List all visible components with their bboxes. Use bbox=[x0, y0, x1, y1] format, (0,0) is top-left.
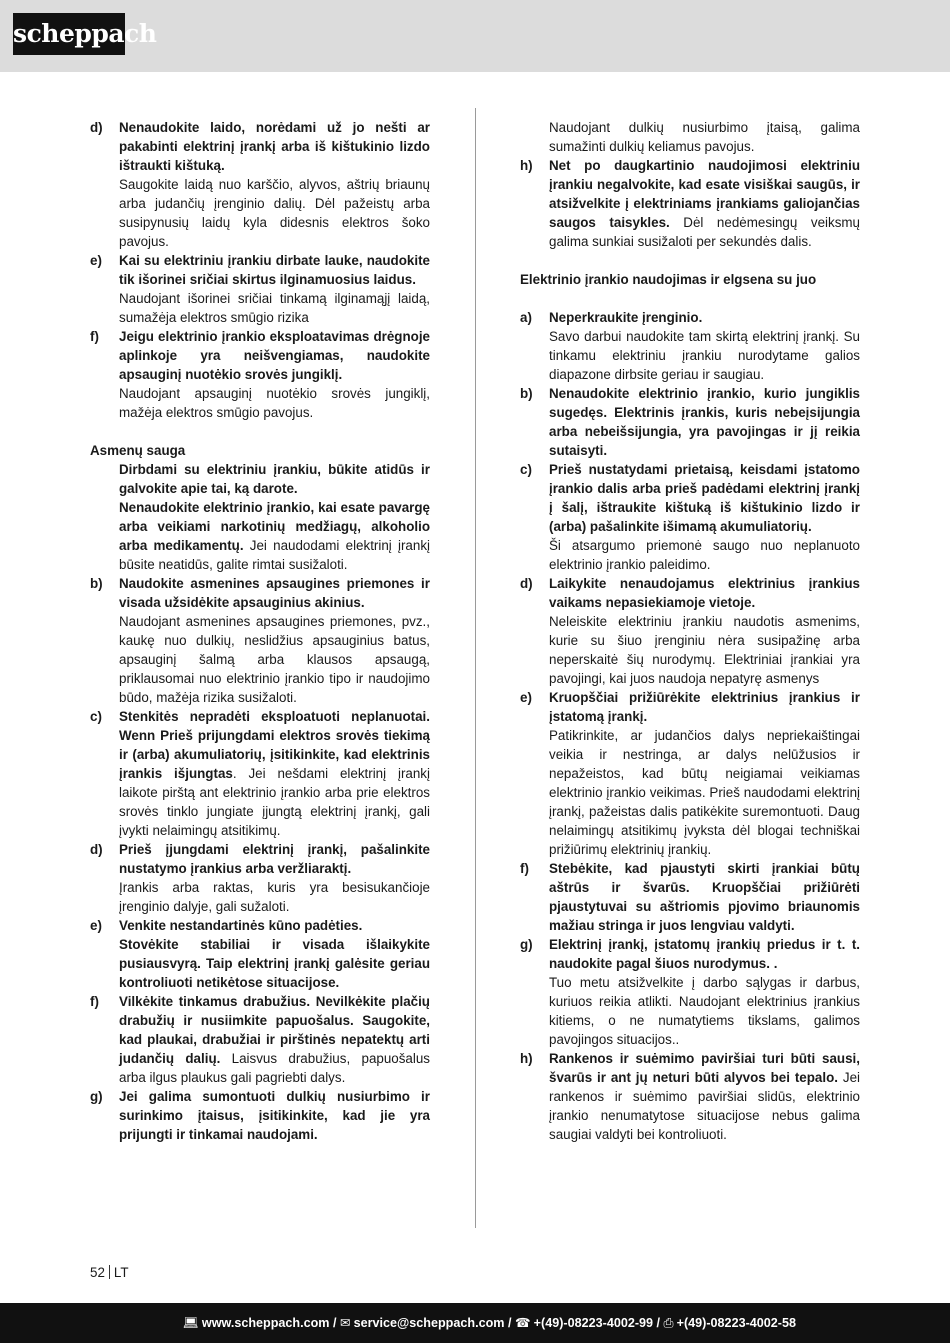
item-label: b) bbox=[520, 386, 533, 401]
item-text: Naudojant dulkių nusiurbimo įtaisą, galima sumažinti dulkių keliamus pavojus. bbox=[549, 120, 860, 154]
page-number-value: 52 bbox=[90, 1265, 105, 1280]
list-item bbox=[520, 118, 860, 156]
item-heading: Prieš nustatydami prietaisą, keisdami įstatomo įrankio dalis arba prieš padėdami elektrinį įrankį į šalį, ištraukite kištuką iš kištukinio lizdo ir (arba) pašalinkite išimamą akumuliatorių. bbox=[549, 462, 860, 534]
item-heading: Jei galima sumontuoti dulkių nusiurbimo ir surinkimo įtaisus, įsitikinkite, kad jie yra prijungti ir tinkamai naudojami. bbox=[119, 1089, 430, 1142]
footer-phone: +(49)-08223-4002-99 / bbox=[533, 1316, 661, 1330]
item-text: Neleiskite elektriniu įrankiu naudotis asmenims, kurie su šiuo įrenginiu nėra susipažinę arba neperskaitė šių nurodymų. Elektriniai įrankiai yra pavojingi, kai juos naudoja nepatyrę asmenys bbox=[549, 614, 860, 686]
item-heading: Prieš įjungdami elektrinį įrankį, pašalinkite nustatymo įrankius arba veržliaraktį. bbox=[119, 842, 430, 876]
item-heading: Nenaudokite elektrinio įrankio, kai esate pavargę arba veikiami narkotinių medžiagų, alkoholio arba medikamentų. bbox=[119, 500, 430, 553]
item-text: Naudojant išorinei sričiai tinkamą ilginamąjį laidą, sumažėja elektros smūgio rizika bbox=[119, 291, 430, 325]
item-heading: Jeigu elektrinio įrankio eksploatavimas drėgnoje aplinkoje yra neišvengiamas, naudokite apsauginį nuotėkio srovės jungiklį. bbox=[119, 329, 430, 382]
item-label: g) bbox=[90, 1089, 103, 1104]
item-heading: Venkite nestandartinės kūno padėties. bbox=[119, 918, 363, 933]
list-item bbox=[90, 992, 430, 1087]
item-text: Jei naudodami elektrinį įrankį būsite neatidūs, galite rimtai susižaloti. bbox=[119, 538, 430, 572]
item-heading: Stovėkite stabiliai ir visada išlaikykite pusiausvyrą. Taip elektrinį įrankį galėsite geriau kontroliuoti netikėtose situacijose. bbox=[119, 937, 430, 990]
item-heading: Dirbdami su elektriniu įrankiu, būkite atidūs ir galvokite apie tai, ką darote. bbox=[119, 462, 430, 496]
mail-icon: ✉︎ bbox=[340, 1316, 351, 1330]
item-label: c) bbox=[90, 709, 102, 724]
list-item bbox=[90, 460, 430, 574]
item-text: Jei rankenos ir suėmimo paviršiai slidūs, elektrinio įrankio nenumatytose situacijose nebus galima saugiai valdyti bei kontroliuoti. bbox=[549, 1070, 860, 1142]
item-heading: Elektrinį įrankį, įstatomų įrankių priedus ir t. t. naudokite pagal šiuos nurodymus. . bbox=[549, 937, 860, 971]
column-divider bbox=[475, 108, 476, 1228]
item-label: f) bbox=[90, 329, 99, 344]
item-heading: Kai su elektriniu įrankiu dirbate lauke, naudokite tik išorinei sričiai skirtus ilginamuosius laidus. bbox=[119, 253, 430, 287]
item-label: d) bbox=[90, 842, 103, 857]
section-title: Asmenų sauga bbox=[90, 443, 186, 458]
item-heading: Nenaudokite laido, norėdami už jo nešti ar pakabinti elektrinį įrankį arba iš kištukinio lizdo ištraukti kištuką. bbox=[119, 120, 430, 173]
page-number bbox=[90, 1263, 129, 1282]
list-item bbox=[90, 916, 430, 992]
list-item bbox=[90, 327, 430, 422]
list-item bbox=[90, 118, 430, 251]
item-heading: Rankenos ir suėmimo paviršiai turi būti sausi, švarūs ir ant jų neturi būti alyvos bei tepalo. bbox=[549, 1051, 860, 1085]
item-label: d) bbox=[520, 576, 533, 591]
footer-website[interactable]: www.scheppach.com / bbox=[201, 1316, 337, 1330]
item-heading: Laikykite nenaudojamus elektrinius įrankius vaikams nepasiekiamoje vietoje. bbox=[549, 576, 860, 610]
item-text: Dėl nedėmesingų veiksmų galima sunkiai susižaloti per sekundės dalis. bbox=[549, 215, 860, 249]
item-heading: Net po daugkartinio naudojimosi elektriniu įrankiu negalvokite, kad esate visiškai saugūs, ir atsižvelkite į elektriniams įrankiams galiojančias saugos taisykles. bbox=[549, 158, 860, 230]
page-footer bbox=[0, 1303, 950, 1343]
item-label: e) bbox=[90, 253, 102, 268]
item-label: e) bbox=[520, 690, 532, 705]
item-text: Savo darbui naudokite tam skirtą elektrinį įrankį. Su tinkamu elektriniu įrankiu nurodytame galios diapazone dirbsite geriau ir saugiau. bbox=[549, 329, 860, 382]
list-item bbox=[520, 859, 860, 935]
item-label: h) bbox=[520, 1051, 533, 1066]
list-item bbox=[90, 1087, 430, 1144]
page-number-separator bbox=[109, 1265, 110, 1279]
item-heading: Neperkraukite įrenginio. bbox=[549, 310, 703, 325]
item-text: Ši atsargumo priemonė saugo nuo neplanuoto elektrinio įrankio paleidimo. bbox=[549, 538, 860, 572]
item-heading: Kruopščiai prižiūrėkite elektrinius įrankius ir įstatomą įrankį. bbox=[549, 690, 860, 724]
brand-logo: scheppach bbox=[13, 13, 125, 55]
item-text: Naudojant apsauginį nuotėkio srovės jungiklį, mažėja elektros smūgio pavojus. bbox=[119, 386, 430, 420]
list-item bbox=[520, 935, 860, 1049]
list-item bbox=[520, 460, 860, 574]
computer-icon: 💻︎ bbox=[182, 1316, 199, 1330]
item-heading: Vilkėkite tinkamus drabužius. Nevilkėkite plačių drabužių ir nusiimkite papuošalus. Saugokite, kad plaukai, drabužiai ir pirštinės nepatektų arti judančių dalių. bbox=[119, 994, 430, 1066]
list-item bbox=[90, 840, 430, 916]
section-title: Elektrinio įrankio naudojimas ir elgsena su juo bbox=[520, 272, 817, 287]
item-text: Laisvus drabužius, papuošalus arba ilgus plaukus gali pagriebti dalys. bbox=[119, 1051, 430, 1085]
list-item bbox=[520, 1049, 860, 1144]
item-label: f) bbox=[520, 861, 529, 876]
item-text: Tuo metu atsižvelkite į darbo sąlygas ir darbus, kuriuos reikia atlikti. Naudojant elektrinius įrankius kitiems, o ne numatytiems tikslams, galimos pavojingos situacijos.. bbox=[549, 975, 860, 1047]
item-label: a) bbox=[520, 310, 532, 325]
item-label: d) bbox=[90, 120, 103, 135]
list-item bbox=[520, 574, 860, 688]
item-heading: Stebėkite, kad pjaustyti skirti įrankiai būtų aštrūs ir švarūs. Kruopščiai prižiūrėti pjaustytuvai su aštriomis pjovimo briaunomis mažiau stringa ir juos lengviau valdyti. bbox=[549, 861, 860, 933]
list-item bbox=[90, 251, 430, 327]
item-label: g) bbox=[520, 937, 533, 952]
item-text: Įrankis arba raktas, kuris yra besisukančioje įrenginio dalyje, gali sužaloti. bbox=[119, 880, 430, 914]
item-text: Naudojant asmenines apsaugines priemones, pvz., kaukę nuo dulkių, neslidžius apsauginius batus, apsauginį šalmą arba klausos apsaugą, priklausomai nuo elektrinio įrankio tipo ir naudojimo būdo, mažėja rizika susižaloti. bbox=[119, 614, 430, 705]
item-label: c) bbox=[520, 462, 532, 477]
item-heading: Naudokite asmenines apsaugines priemones ir visada užsidėkite apsauginius akinius. bbox=[119, 576, 430, 610]
item-label: f) bbox=[90, 994, 99, 1009]
phone-icon: ☎︎ bbox=[514, 1316, 531, 1330]
fax-icon: ⎙ bbox=[663, 1316, 674, 1330]
item-text: Saugokite laidą nuo karščio, alyvos, aštrių briaunų arba judančių įrenginio dalių. Dėl pažeistų arba susipynusių laidų kyla didesnis elektros šoko pavojus. bbox=[119, 177, 430, 249]
right-column bbox=[520, 118, 860, 1144]
list-item bbox=[90, 574, 430, 707]
list-item bbox=[90, 707, 430, 840]
item-label: e) bbox=[90, 918, 102, 933]
item-label: b) bbox=[90, 576, 103, 591]
item-heading: Nenaudokite elektrinio įrankio, kurio jungiklis sugedęs. Elektrinis įrankis, kuris nebeįsijungia arba nebeišsijungia, yra pavojingas ir jį reikia sutaisyti. bbox=[549, 386, 860, 458]
list-item bbox=[520, 384, 860, 460]
list-item bbox=[520, 688, 860, 859]
page-header bbox=[0, 0, 950, 72]
item-text: . Jei nešdami elektrinį įrankį laikote pirštą ant elektrinio įrankio arba prie elektros srovės tinklo jungiate įjungtą elektrinį įrankį, gali įvykti nelaimingų atsitikimų. bbox=[119, 766, 430, 838]
item-heading: Stenkitės nepradėti eksploatuoti neplanuotai. Wenn Prieš prijungdami elektros srovės tiekimą ir (arba) akumuliatorių, įsitikinkite, kad elektrinis įrankis išjungtas bbox=[119, 709, 430, 781]
item-text: Patikrinkite, ar judančios dalys nepriekaištingai veikia ir nestringa, ar dalys nelūžusios ir nepažeistos, kad būtų neigiamai veikiamas elektrinio įrankio veikimas. Prieš naudodami elektrinį įrankį, pažeistas dalis patikėkite suremontuoti. Daug nelaimingų atsitikimų įvyksta dėl blogai techniškai prižiūrimų elektrinių įrankių. bbox=[549, 728, 860, 857]
item-label: h) bbox=[520, 158, 533, 173]
footer-fax: +(49)-08223-4002-58 bbox=[676, 1316, 796, 1330]
footer-email[interactable]: service@scheppach.com / bbox=[353, 1316, 512, 1330]
language-code: LT bbox=[113, 1265, 129, 1280]
list-item bbox=[520, 308, 860, 384]
left-column bbox=[90, 118, 430, 1144]
list-item bbox=[520, 156, 860, 251]
